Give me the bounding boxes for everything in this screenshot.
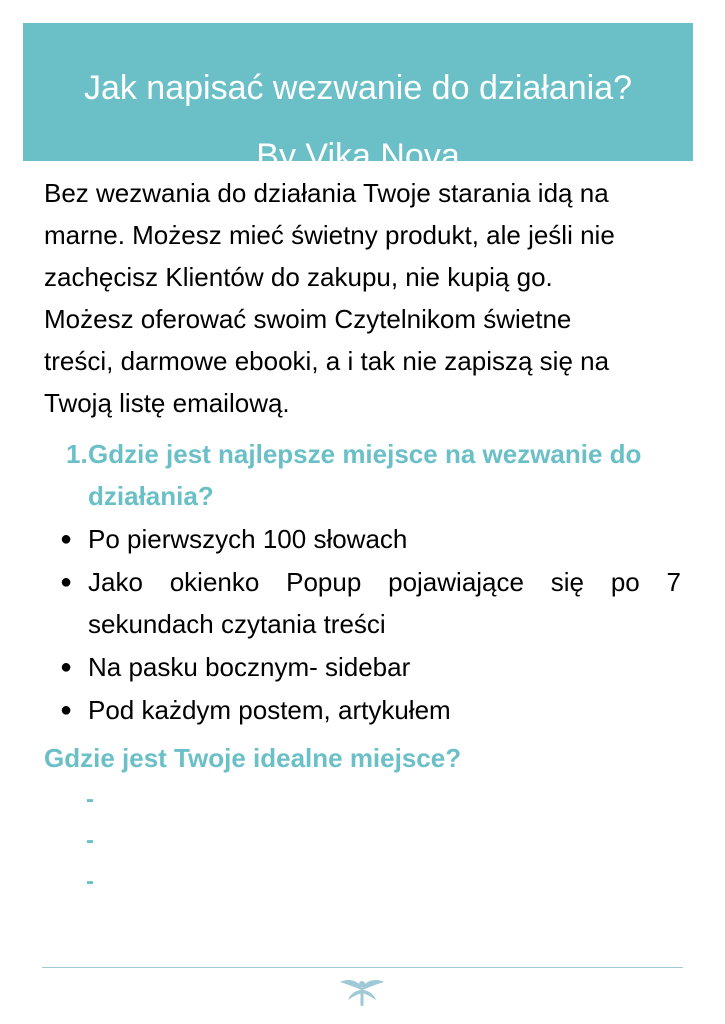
question-heading-2: Gdzie jest Twoje idealne miejsce? <box>44 743 462 773</box>
list-item <box>44 518 681 560</box>
list-item-text: Jako okienko Popup pojawiające się po 7 sekundach czytania treści <box>88 567 681 639</box>
list-item <box>44 561 681 645</box>
author-byline: By Vika Nova <box>256 137 460 175</box>
intro-line: treści, darmowe ebooki, a i tak nie zapiszą się na <box>44 346 610 376</box>
list-item <box>44 689 681 731</box>
question-text: Gdzie jest najlepsze miejsce na wezwanie do działania? <box>88 439 642 511</box>
intro-line: Możesz oferować swoim Czytelnikom świetne <box>44 304 572 334</box>
list-item-text: Pod każdym postem, artykułem <box>88 695 451 725</box>
list-item <box>44 646 681 688</box>
page-title: Jak napisać wezwanie do działania? <box>83 69 633 107</box>
list-item-text: Po pierwszych 100 słowach <box>88 524 408 554</box>
answer-blank: - <box>86 827 94 854</box>
list-item-text: Na pasku bocznym- sidebar <box>88 652 411 682</box>
intro-line: Bez wezwania do działania Twoje starania idą na <box>44 178 609 208</box>
bullet-icon: ● <box>59 571 73 593</box>
bullet-icon: ● <box>59 528 73 550</box>
intro-line: marne. Możesz mieć świetny produkt, ale jeśli nie <box>44 220 615 250</box>
answer-blank-list <box>44 779 681 902</box>
bullet-icon: ● <box>59 699 73 721</box>
bullet-list <box>44 518 681 731</box>
answer-blank: - <box>86 868 94 895</box>
bullet-icon: ● <box>59 656 73 678</box>
main-content <box>44 172 681 902</box>
footer-divider <box>42 967 683 968</box>
answer-blank: - <box>86 786 94 813</box>
question-heading-1 <box>44 433 681 517</box>
leaf-ornament-icon <box>338 974 386 1008</box>
intro-line: zachęcisz Klientów do zakupu, nie kupią go. <box>44 262 553 292</box>
intro-line: Twoją listę emailową. <box>44 388 290 418</box>
question-number: 1. <box>66 439 88 469</box>
intro-paragraph <box>44 172 681 424</box>
header-banner <box>23 23 693 175</box>
